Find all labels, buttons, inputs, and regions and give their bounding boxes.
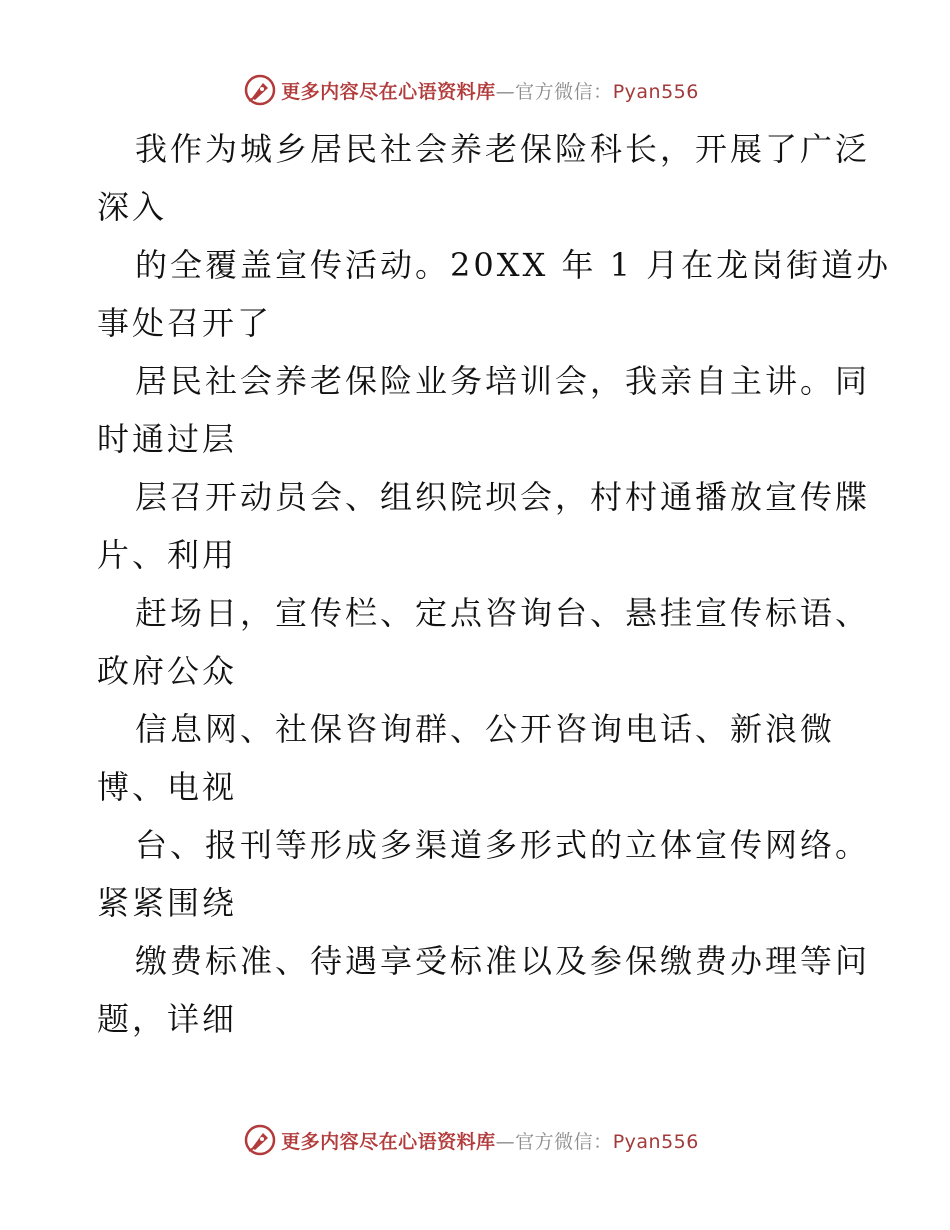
separator-dash: — xyxy=(495,1130,516,1153)
footer-watermark-banner xyxy=(0,1120,950,1160)
wechat-label: 官方微信： xyxy=(515,1130,613,1153)
site-name-text: 更多内容尽在心语资料库 xyxy=(281,80,496,103)
text-line: 居民社会养老保险业务培训会，我亲自主讲。同 xyxy=(135,362,871,400)
wechat-label: 官方微信： xyxy=(515,80,613,103)
header-watermark-banner xyxy=(0,70,950,110)
text-line: 信息网、社保咨询群、公开咨询电话、新浪微 xyxy=(135,710,836,748)
text-line: 深入 xyxy=(97,188,168,226)
text-line: 缴费标准、待遇享受标准以及参保缴费办理等问 xyxy=(135,942,871,980)
text-line: 题，详细 xyxy=(97,1000,238,1038)
document-body xyxy=(97,120,892,1048)
text-line: 时通过层 xyxy=(97,420,238,458)
text-line: 我作为城乡居民社会养老保险科长，开展了广泛 xyxy=(135,130,871,168)
text-line: 台、报刊等形成多渠道多形式的立体宣传网络。 xyxy=(135,826,871,864)
text-line: 政府公众 xyxy=(97,652,238,690)
text-line: 博、电视 xyxy=(97,768,238,806)
separator-dash: — xyxy=(495,80,516,103)
site-name-text: 更多内容尽在心语资料库 xyxy=(281,1130,496,1153)
text-line: 事处召开了 xyxy=(97,304,273,342)
text-line: 片、利用 xyxy=(97,536,238,574)
text-line: 的全覆盖宣传活动。20XX 年 1 月在龙岗街道办 xyxy=(135,246,892,284)
text-line: 紧紧围绕 xyxy=(97,884,238,922)
pen-nib-logo-icon xyxy=(243,73,277,107)
wechat-id: Pyan556 xyxy=(612,80,699,103)
text-line: 层召开动员会、组织院坝会，村村通播放宣传牒 xyxy=(135,478,871,516)
text-line: 赶场日，宣传栏、定点咨询台、悬挂宣传标语、 xyxy=(135,594,871,632)
wechat-id: Pyan556 xyxy=(612,1130,699,1153)
pen-nib-logo-icon xyxy=(243,1123,277,1157)
